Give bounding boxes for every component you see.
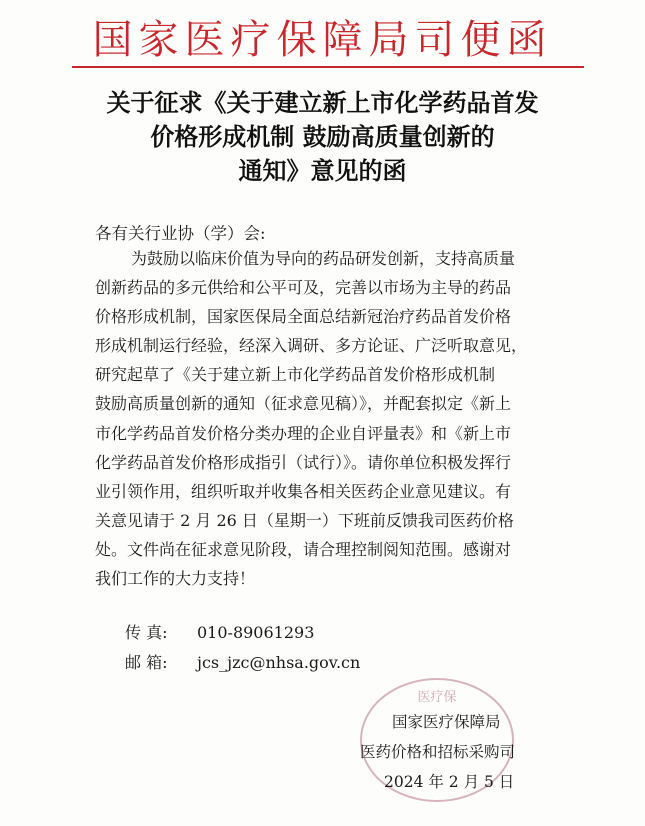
fax-number: 010-89061293 [197, 623, 315, 642]
seal-text: 医疗保 [417, 690, 457, 705]
email-label: 邮 箱: [125, 653, 168, 672]
title-line-1: 关于征求《关于建立新上市化学药品首发 [106, 89, 539, 117]
fax-line [125, 620, 314, 643]
email-line [125, 650, 360, 673]
body-line: 业引领作用，组织听取并收集各相关医药企业意见建议。有 [95, 481, 512, 501]
signature-date: 2024 年 2 月 5 日 [384, 773, 515, 791]
fax-label: 传 真: [125, 623, 168, 642]
body-line: 关意见请于 2 月 26 日（星期一）下班前反馈我司医药价格 [95, 510, 514, 530]
body-text [95, 244, 607, 593]
letterhead-rule [72, 66, 584, 68]
document-title [40, 86, 605, 188]
salutation: 各有关行业协（学）会: [95, 224, 266, 243]
body-line: 我们工作的大力支持！ [95, 569, 256, 589]
body-line: 化学药品首发价格形成指引（试行）》。请你单位积极发挥行 [95, 452, 512, 472]
body-line: 创新药品的多元供给和公平可及，完善以市场为主导的药品 [95, 278, 512, 298]
title-line-2: 价格形成机制 鼓励高质量创新的 [150, 123, 495, 151]
body-line: 市化学药品首发价格分类办理的企业自评量表》和《新上市 [95, 423, 512, 443]
title-line-3: 通知》意见的函 [238, 157, 407, 185]
body-line: 研究起草了《关于建立新上市化学药品首发价格形成机制 [95, 365, 496, 385]
signature-org: 国家医疗保障局 [392, 713, 501, 731]
body-line: 为鼓励以临床价值为导向的药品研发创新，支持高质量 [131, 249, 516, 268]
signature-dept: 医药价格和招标采购司 [360, 743, 516, 761]
letterhead: 国家医疗保障局司便函 [92, 17, 553, 63]
body-line: 鼓励高质量创新的通知（征求意见稿）》，并配套拟定《新上 [95, 394, 512, 414]
body-line: 处。文件尚在征求意见阶段，请合理控制阅知范围。感谢对 [95, 539, 512, 559]
body-line: 形成机制运行经验，经深入调研、多方论证、广泛听取意见， [95, 336, 528, 356]
email-address[interactable]: jcs_jzc@nhsa.gov.cn [197, 653, 361, 672]
body-line: 价格形成机制，国家医保局全面总结新冠治疗药品首发价格 [95, 307, 512, 327]
